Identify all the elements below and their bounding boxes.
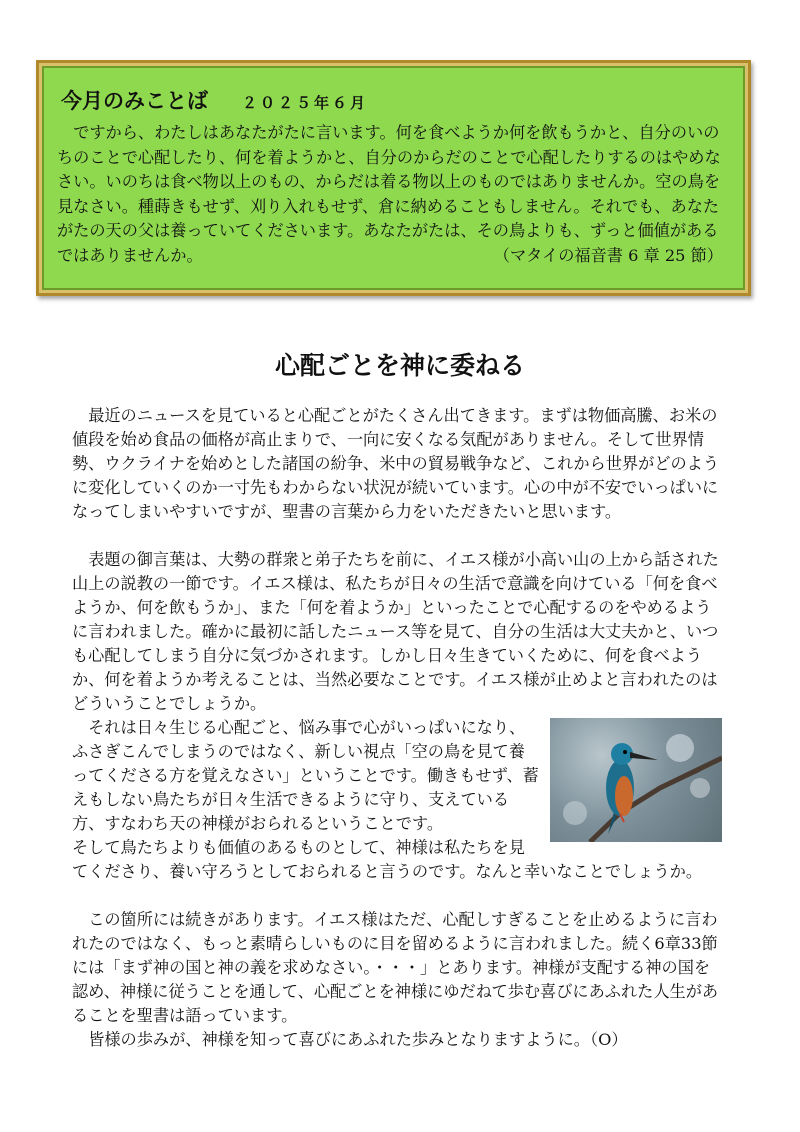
paragraph-4: この箇所には続きがあります。イエス様はただ、心配しすぎることを止めるように言われたのではなく、もっと素晴らしいものに目を留めるように言われました。続く6章33節には「まず神の国と神の義を求めなさい。・・・」とあります。神様が支配する神の国を認め、神様に従うことを通して、心配ごとを神様にゆだねて歩む喜びにあふれた人生があることを聖書は語っています。 — [72, 910, 719, 1025]
verse-header — [61, 85, 368, 115]
verse-box — [36, 60, 751, 296]
article-body — [72, 404, 722, 1052]
verse-reference: （マタイの福音書 6 章 25 節） — [493, 245, 723, 265]
paragraph-5: 皆様の歩みが、神様を知って喜びにあふれた歩みとなりますように。（O） — [88, 1030, 628, 1049]
paragraph-gap — [72, 524, 722, 548]
paragraph-2: 表題の御言葉は、大勢の群衆と弟子たちを前に、イエス様が小高い山の上から話された山上の説教の一節です。イエス様は、私たちが日々の生活で意識を向けている「何を食べようか、何を飲もうか」、また「何を着ようか」といったことで心配するのをやめるように言われました。確かに最初に話したニュース等を見て、自分の生活は大丈夫かと、いつも心配してしまう自分に気づかされます。しかし日々生きていくために、何を食べようか、何を着ようか考えることは、当然必要なことです。イエス様が止めよと言われたのはどういうことでしょうか。 — [72, 550, 719, 713]
verse-title: 今月のみことば — [61, 89, 208, 113]
paragraph-3-continued: そして鳥たちよりも価値のあるものとして、神様は私たちを見てくださり、養い守ろうとしておられると言うのです。なんと幸いなことでしょうか。 — [72, 838, 703, 881]
paragraph-3: それは日々生じる心配ごと、悩み事で心がいっぱいになり、ふさぎこんでしまうのではなく、新しい視点「空の鳥を見て養ってくださる方を覚えなさい」ということです。働きもせず、蓄えもしない鳥たちが日々生活できるように守り、支えている方、すなわち天の神様がおられるということです。 — [72, 718, 539, 833]
verse-date: ２０２５年６月 — [242, 94, 369, 112]
paragraph-1: 最近のニュースを見ていると心配ごとがたくさん出てきます。まずは物価高騰、お米の値段を始め食品の価格が高止まりで、一向に安くなる気配がありません。そして世界情勢、ウクライナを始めとした諸国の紛争、米中の貿易戦争など、これから世界がどのように変化していくのか一寸先もわからない状況が続いています。心の中が不安でいっぱいになってしまいやすいですが、聖書の言葉から力をいただきたいと思います。 — [72, 406, 720, 521]
verse-text-block — [57, 121, 729, 269]
kingfisher-photo — [550, 718, 722, 842]
paragraph-gap — [72, 884, 722, 908]
kingfisher-illustration — [550, 718, 722, 842]
verse-text: ですから、わたしはあなたがたに言います。何を食べようか何を飲もうかと、自分のいのちのことで心配したり、何を着ようかと、自分のからだのことで心配したりするのはやめなさい。いのちは食べ物以上のもの、からだは着る物以上のものではありませんか。空の鳥を見なさい。種蒔きもせず、刈り入れもせず、倉に納めることもしません。それでも、あなたがたの天の父は養っていてくださいます。あなたがたは、その鳥よりも、ずっと価値があるではありませんか。 — [57, 123, 721, 265]
article-title: 心配ごとを神に委ねる — [274, 351, 525, 380]
